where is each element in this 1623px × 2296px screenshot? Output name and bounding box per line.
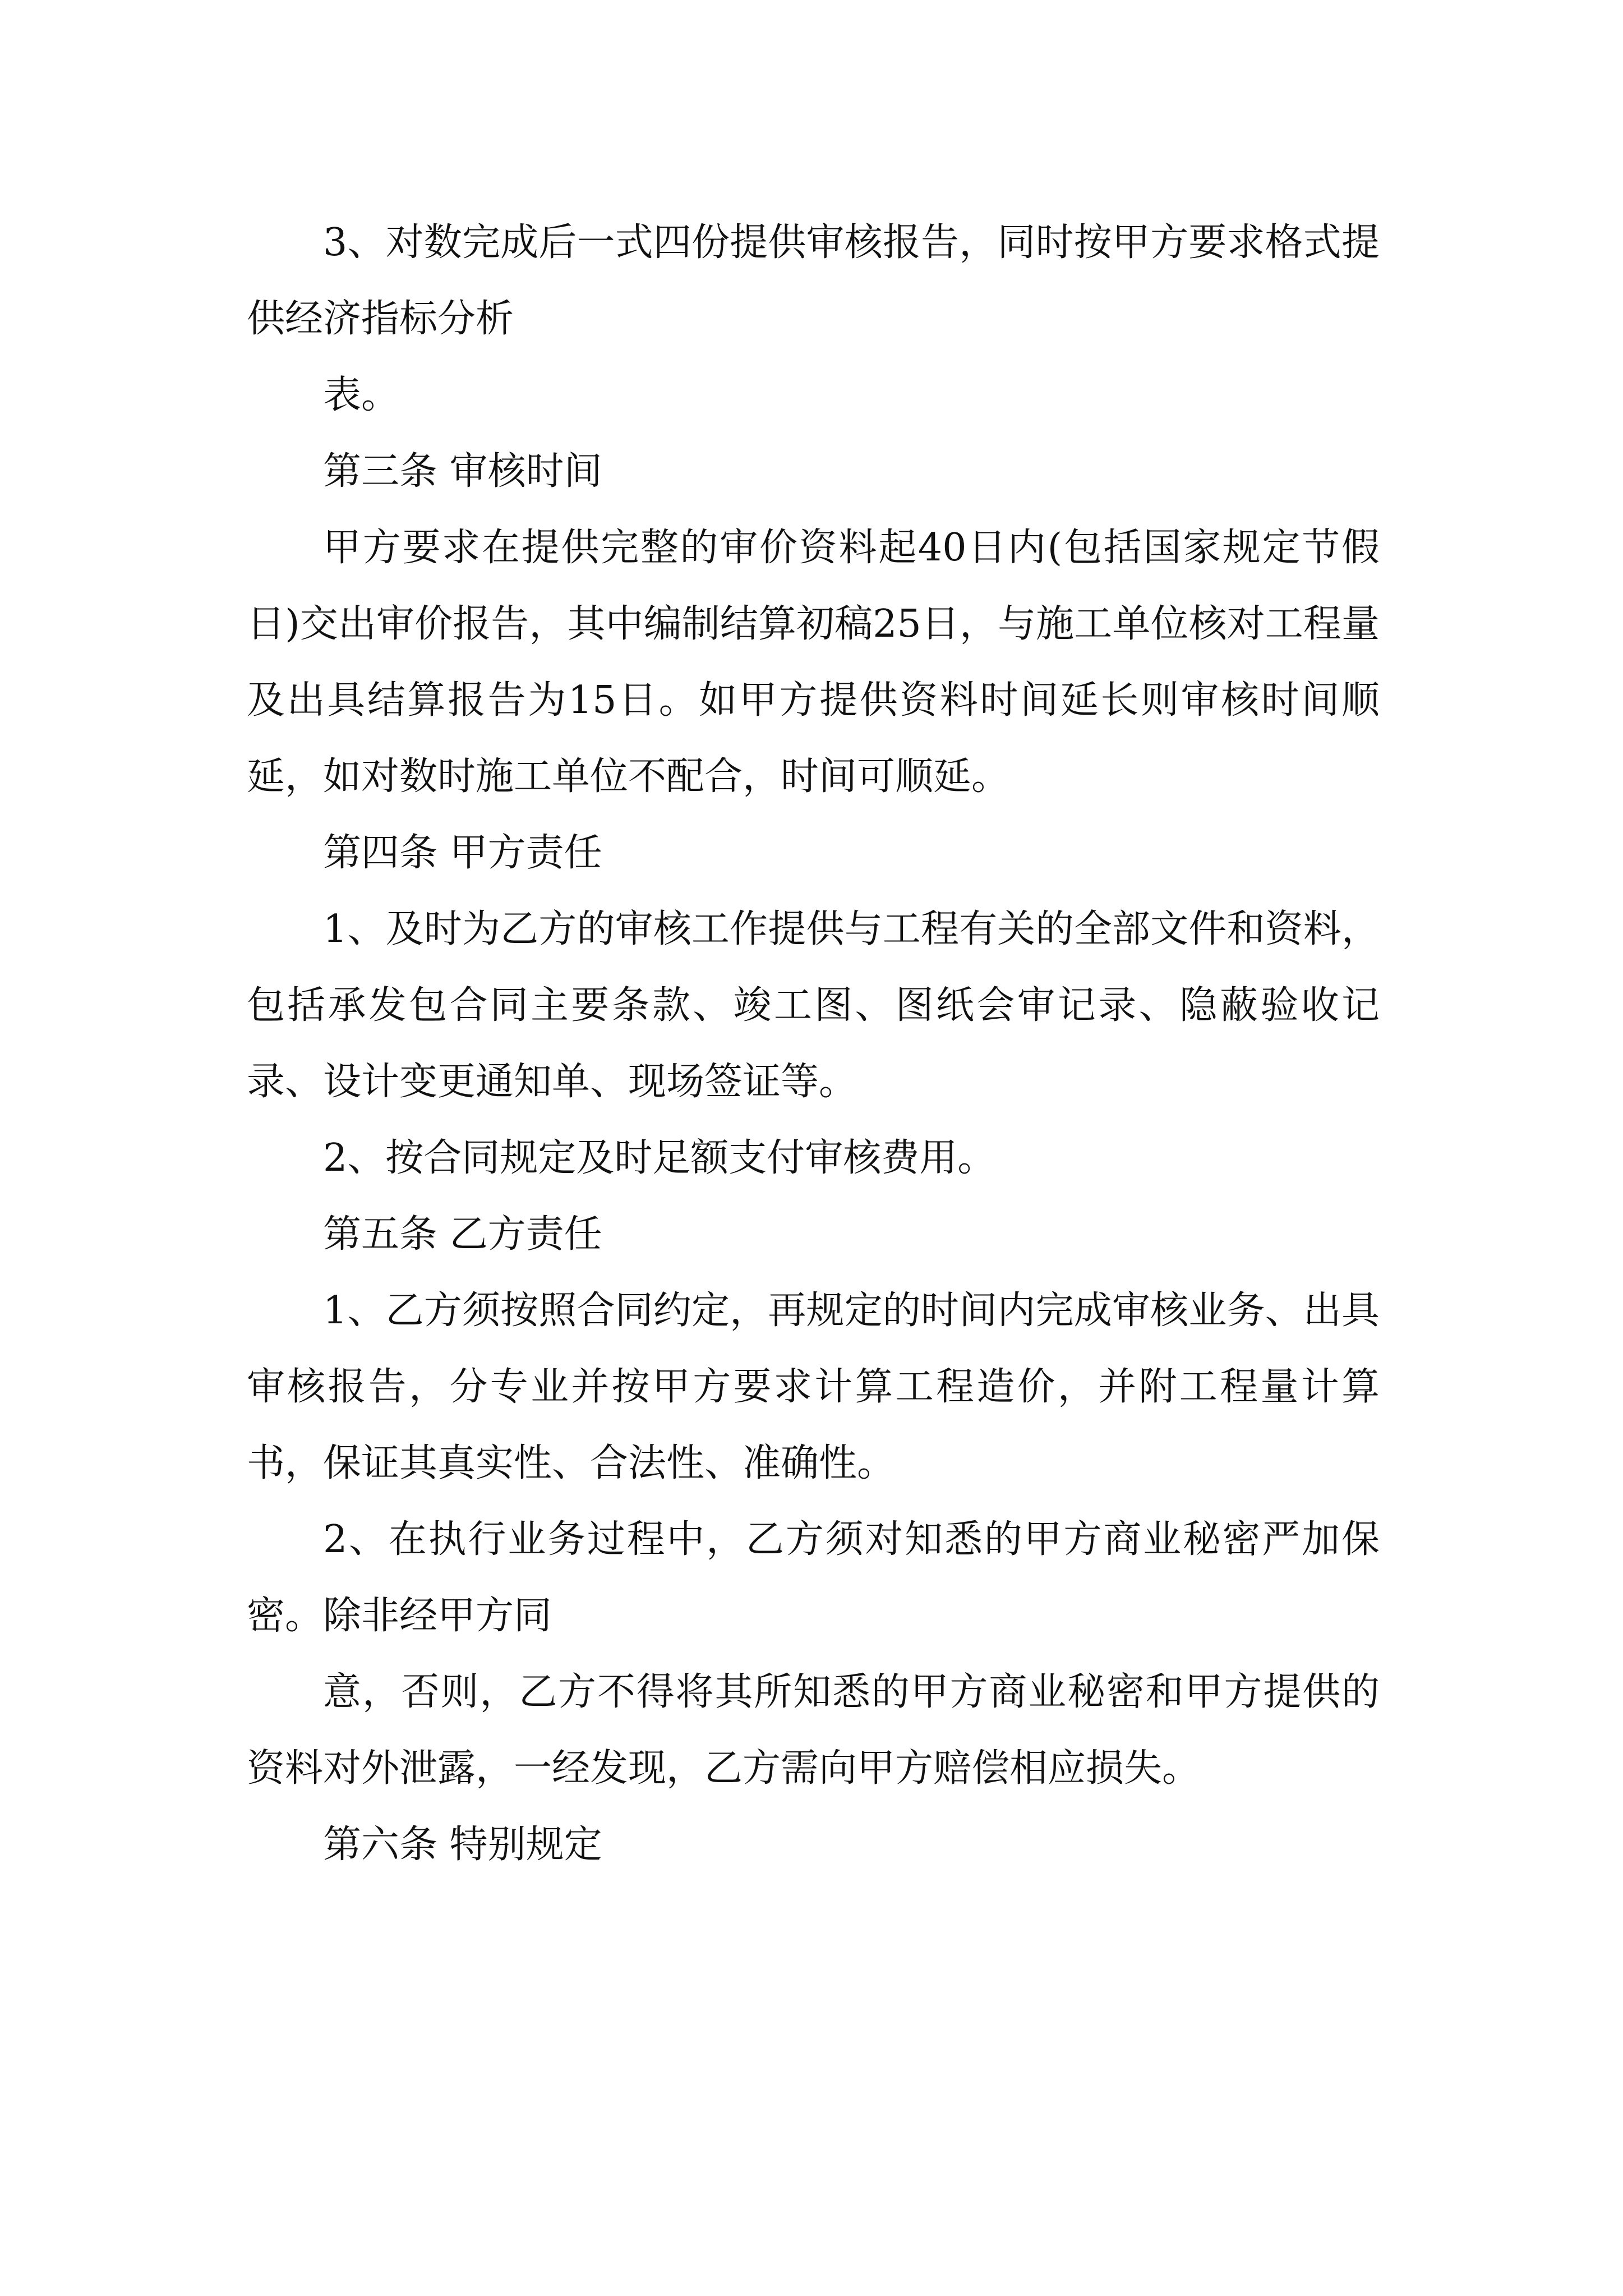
article-5-heading: 第五条 乙方责任 [323, 1212, 602, 1257]
paragraph-table: 表。 [323, 373, 400, 417]
paragraph-report-copies: 3、对数完成后一式四份提供审核报告，同时按甲方要求格式提供经济指标分析 [247, 220, 1380, 341]
paragraph-party-a-duty-2: 2、按合同规定及时足额支付审核费用。 [323, 1136, 996, 1180]
article-4-heading: 第四条 甲方责任 [323, 831, 602, 875]
paragraph-review-time: 甲方要求在提供完整的审价资料起40日内(包括国家规定节假日)交出审价报告，其中编制结算初稿25日，与施工单位核对工程量及出具结算报告为15日。如甲方提供资料时间延长则审核时间顺延，如对数时施工单位不配合，时间可顺延。 [247, 526, 1380, 799]
paragraph-party-a-duty-1: 1、及时为乙方的审核工作提供与工程有关的全部文件和资料，包括承发包合同主要条款、竣工图、图纸会审记录、隐蔽验收记录、设计变更通知单、现场签证等。 [247, 907, 1380, 1104]
article-3-heading: 第三条 审核时间 [323, 449, 602, 494]
paragraph-party-b-duty-2: 2、在执行业务过程中，乙方须对知悉的甲方商业秘密严加保密。除非经甲方同 [247, 1517, 1380, 1638]
paragraph-party-b-duty-1: 1、乙方须按照合同约定，再规定的时间内完成审核业务、出具审核报告，分专业并按甲方要求计算工程造价，并附工程量计算书，保证其真实性、合法性、准确性。 [247, 1289, 1380, 1485]
article-6-heading: 第六条 特别规定 [323, 1823, 602, 1867]
document-body [247, 205, 1380, 1883]
paragraph-party-b-duty-2-cont: 意，否则，乙方不得将其所知悉的甲方商业秘密和甲方提供的资料对外泄露，一经发现，乙方需向甲方赔偿相应损失。 [247, 1670, 1380, 1791]
